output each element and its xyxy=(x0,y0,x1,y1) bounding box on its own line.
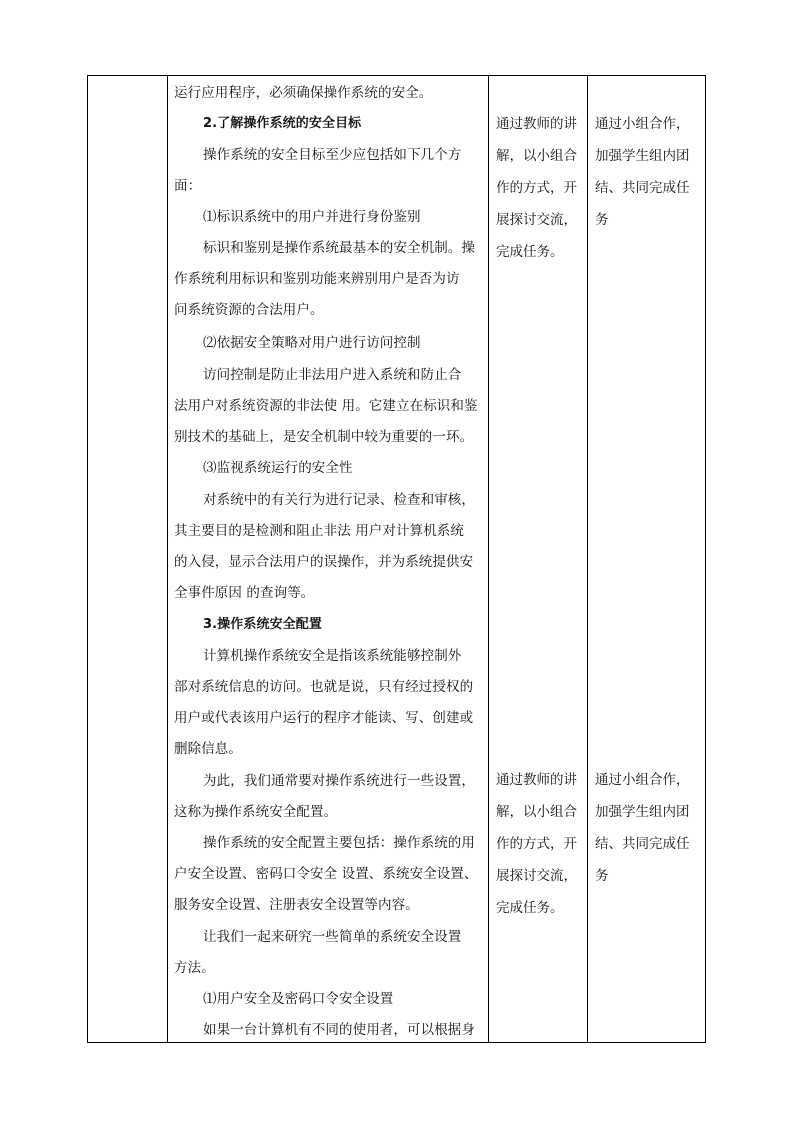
content-line: 对系统中的有关行为进行记录、检查和审核， xyxy=(203,492,475,508)
content-line: 部对系统信息的访问。也就是说，只有经过授权的 xyxy=(174,679,474,695)
student-line: 通过小组合作， xyxy=(595,772,690,788)
lesson-table xyxy=(87,75,706,1043)
content-line: 这称为操作系统安全配置。 xyxy=(174,804,338,820)
content-line: 操作系统的安全配置主要包括：操作系统的用 xyxy=(203,835,475,851)
teacher-line: 作的方式，开 xyxy=(496,836,577,852)
content-line: 标识和鉴别是操作系统最基本的安全机制。操 xyxy=(203,240,475,256)
student-line: 结、共同完成任 xyxy=(595,180,690,196)
content-line: 删除信息。 xyxy=(174,741,242,757)
column-divider xyxy=(587,76,588,1042)
section-heading: 3.操作系统安全配置 xyxy=(203,617,322,632)
teacher-line: 展探讨交流， xyxy=(496,212,577,228)
content-line: 法用户对系统资源的非法使 用。它建立在标识和鉴 xyxy=(174,398,478,414)
content-line: 计算机操作系统安全是指该系统能够控制外 xyxy=(203,648,462,664)
student-line: 加强学生组内团 xyxy=(595,804,690,820)
teacher-line: 完成任务。 xyxy=(496,244,564,260)
content-line: 如果一台计算机有不同的使用者，可以根据身 xyxy=(203,1022,475,1038)
content-line: 让我们一起来研究一些简单的系统安全设置 xyxy=(203,929,462,945)
content-line: 全事件原因 的查询等。 xyxy=(174,585,315,601)
teacher-line: 通过教师的讲 xyxy=(496,116,577,132)
student-line: 通过小组合作， xyxy=(595,116,690,132)
teacher-line: 作的方式，开 xyxy=(496,180,577,196)
content-line: 用户或代表该用户运行的程序才能读、写、创建或 xyxy=(174,710,474,726)
teacher-line: 完成任务。 xyxy=(496,900,564,916)
content-line: 访问控制是防止非法用户进入系统和防止合 xyxy=(203,367,462,383)
student-line: 加强学生组内团 xyxy=(595,148,690,164)
content-line: 面： xyxy=(174,178,202,194)
content-line: 问系统资源的合法用户。 xyxy=(174,302,324,318)
content-line: 户安全设置、密码口令安全 设置、系统安全设置、 xyxy=(174,866,478,882)
subsection-heading: ⑵依据安全策略对用户进行访问控制 xyxy=(203,335,421,351)
student-line: 务 xyxy=(595,212,609,228)
student-line: 务 xyxy=(595,868,609,884)
teacher-line: 解，以小组合 xyxy=(496,148,577,164)
content-line: 别技术的基础上，是安全机制中较为重要的一环。 xyxy=(174,429,474,445)
subsection-heading: ⑶监视系统运行的安全性 xyxy=(203,460,353,476)
subsection-heading: ⑴标识系统中的用户并进行身份鉴别 xyxy=(203,209,421,225)
content-line: 服务安全设置、注册表安全设置等内容。 xyxy=(174,897,419,913)
content-line: 的入侵，显示合法用户的误操作，并为系统提供安 xyxy=(174,554,474,570)
teacher-line: 通过教师的讲 xyxy=(496,772,577,788)
content-line: 方法。 xyxy=(174,960,215,976)
content-line: 操作系统的安全目标至少应包括如下几个方 xyxy=(203,147,462,163)
section-heading: 2.了解操作系统的安全目标 xyxy=(203,116,362,131)
teacher-line: 展探讨交流， xyxy=(496,868,577,884)
content-line: 运行应用程序，必须确保操作系统的安全。 xyxy=(174,85,433,101)
teacher-line: 解，以小组合 xyxy=(496,804,577,820)
column-divider xyxy=(488,76,489,1042)
content-column xyxy=(168,76,488,1042)
content-line: 其主要目的是检测和阻止非法 用户对计算机系统 xyxy=(174,523,464,539)
subsection-heading: ⑴用户安全及密码口令安全设置 xyxy=(203,991,394,1007)
content-line: 为此，我们通常要对操作系统进行一些设置， xyxy=(203,773,475,789)
content-line: 作系统利用标识和鉴别功能来辨别用户是否为访 xyxy=(174,271,460,287)
student-line: 结、共同完成任 xyxy=(595,836,690,852)
